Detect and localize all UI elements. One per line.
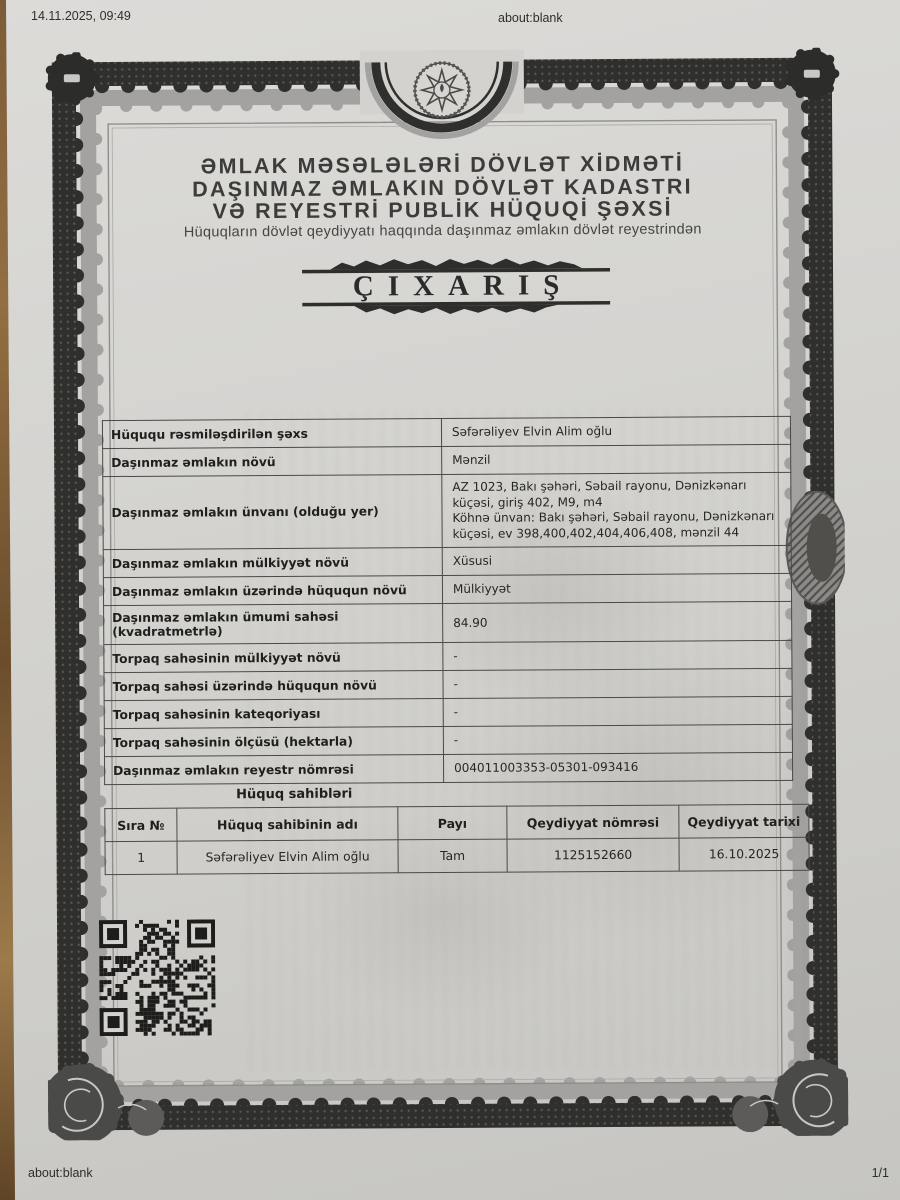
wooden-table-edge bbox=[0, 0, 18, 1200]
authority-line-1: ƏMLAK MƏSƏLƏLƏRİ DÖVLƏT XİDMƏTİ bbox=[200, 151, 685, 179]
table-row bbox=[104, 641, 792, 673]
table-row bbox=[104, 602, 792, 645]
detail-value: - bbox=[443, 641, 792, 671]
corner-flourish-bottom-left bbox=[42, 1064, 164, 1141]
table-row bbox=[103, 444, 791, 476]
print-footer-page-number: 1/1 bbox=[871, 1166, 889, 1180]
owners-table bbox=[104, 804, 809, 875]
document-subtitle: Hüquqların dövlət qeydiyyatı haqqında daşınmaz əmlakın dövlət reyestrindən bbox=[183, 221, 702, 241]
detail-label: Daşınmaz əmlakın üzərində hüququn növü bbox=[103, 576, 442, 606]
detail-label: Torpaq sahəsinin ölçüsü (hektarla) bbox=[104, 727, 443, 757]
table-row bbox=[103, 472, 791, 550]
detail-label: Daşınmaz əmlakın reyestr nömrəsi bbox=[104, 755, 443, 785]
owner-share: Tam bbox=[398, 839, 507, 873]
detail-value: - bbox=[443, 669, 792, 699]
corner-flourish-bottom-right bbox=[732, 1060, 848, 1141]
corner-rosette-top-right bbox=[788, 50, 836, 98]
detail-label: Torpaq sahəsinin kateqoriyası bbox=[104, 699, 443, 729]
owners-col-header: Qeydiyyat nömrəsi bbox=[507, 805, 679, 839]
table-row bbox=[103, 574, 791, 606]
print-header-datetime: 14.11.2025, 09:49 bbox=[31, 9, 131, 23]
detail-label: Daşınmaz əmlakın ünvanı (olduğu yer) bbox=[103, 475, 442, 550]
detail-label: Daşınmaz əmlakın ümumi sahəsi (kvadratmetrlə) bbox=[104, 604, 443, 645]
detail-label: Daşınmaz əmlakın növü bbox=[103, 447, 442, 477]
detail-value: Xüsusi bbox=[442, 546, 791, 576]
authority-line-2: DAŞINMAZ ƏMLAKIN DÖVLƏT KADASTRI bbox=[192, 173, 693, 202]
detail-value: - bbox=[443, 697, 792, 727]
owners-col-header: Qeydiyyat tarixi bbox=[679, 804, 809, 838]
detail-value: Mülkiyyət bbox=[442, 574, 791, 604]
detail-label: Torpaq sahəsi üzərində hüququn növü bbox=[104, 671, 443, 701]
coat-of-arms-icon bbox=[410, 56, 474, 124]
owners-col-header: Hüquq sahibinin adı bbox=[177, 807, 398, 841]
authority-line-3: VƏ REYESTRİ PUBLİK HÜQUQİ ŞƏXSİ bbox=[212, 196, 673, 224]
detail-value: 84.90 bbox=[443, 602, 792, 643]
corner-rosette-top-left bbox=[48, 54, 96, 102]
property-details-table bbox=[102, 416, 793, 786]
owners-col-header: Payı bbox=[398, 806, 507, 840]
qr-code bbox=[99, 919, 220, 1040]
document-title: ÇIXARIŞ bbox=[352, 269, 574, 303]
table-row bbox=[103, 546, 791, 578]
detail-value: AZ 1023, Bakı şəhəri, Səbail rayonu, Dənizkənarı küçəsi, giriş 402, M9, m4 Köhnə ünvan: Bakı şəhəri, Səbail rayonu, Dənizkənarı küçəsi, ev 398,400,402,404,406,408, mənzil 44 bbox=[442, 472, 791, 548]
print-header-url: about:blank bbox=[498, 11, 563, 25]
owner-serial: 1 bbox=[105, 841, 177, 874]
owners-header-row bbox=[105, 804, 809, 841]
owners-col-header: Sıra № bbox=[105, 808, 177, 841]
owners-section-title: Hüquq sahibləri bbox=[236, 786, 353, 803]
table-row bbox=[104, 697, 792, 729]
detail-label: Hüququ rəsmiləşdirilən şəxs bbox=[102, 419, 441, 449]
table-row bbox=[104, 669, 792, 701]
table-row bbox=[104, 753, 792, 785]
title-banner bbox=[302, 255, 610, 319]
detail-value: Mənzil bbox=[442, 444, 791, 474]
detail-value: Səfərəliyev Elvin Alim oğlu bbox=[441, 416, 790, 446]
print-footer-url: about:blank bbox=[28, 1166, 93, 1180]
table-row bbox=[102, 416, 790, 448]
owners-data-row bbox=[105, 837, 809, 874]
owner-registration-number: 1125152660 bbox=[507, 838, 679, 872]
detail-value: 004011003353-05301-093416 bbox=[443, 753, 792, 783]
detail-value: - bbox=[443, 725, 792, 755]
certificate-page bbox=[42, 48, 849, 1141]
owner-name: Səfərəliyev Elvin Alim oğlu bbox=[177, 840, 398, 874]
table-row bbox=[104, 725, 792, 757]
detail-label: Daşınmaz əmlakın mülkiyyət növü bbox=[103, 548, 442, 578]
detail-label: Torpaq sahəsinin mülkiyyət növü bbox=[104, 643, 443, 673]
owner-registration-date: 16.10.2025 bbox=[679, 837, 809, 871]
authority-name bbox=[42, 152, 842, 224]
